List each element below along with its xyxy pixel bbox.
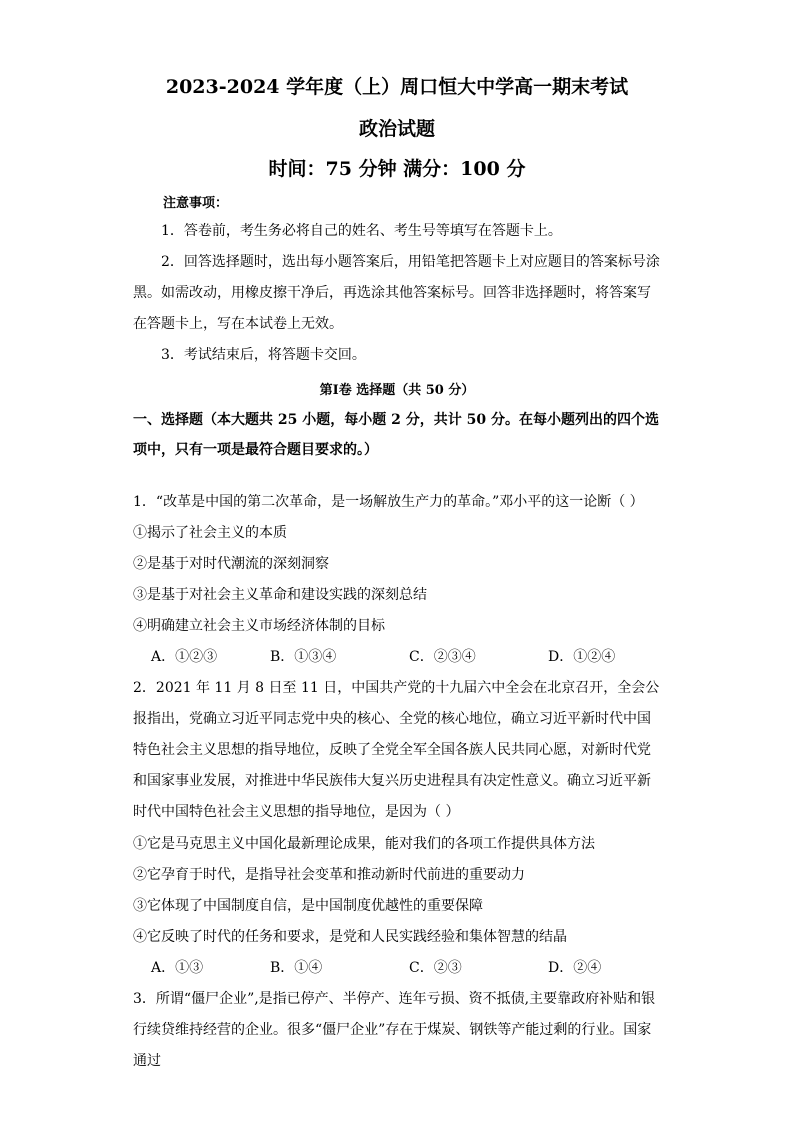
question-1-option-d: D．①②④	[548, 649, 616, 665]
question-1-option-c: C．②③④	[409, 649, 476, 665]
time-score-info: 时间：75 分钟 满分：100 分	[268, 158, 526, 180]
question-2-stem: 2．2021 年 11 月 8 日至 11 日，中国共产党的十九届六中全会在北京召开，全会公报指出，党确立习近平同志党中央的核心、全党的核心地位，确立习近平新时代中国特色社会主义思想的指导地位，反映了全党全军全国各族人民共同心愿，对新时代党和国家事业发展，对推进中华民族伟大复兴历史进程具有决定性意义。确立习近平新时代中国特色社会主义思想的指导地位，是因为（ ）	[133, 680, 660, 820]
question-2-option-d: D．②④	[548, 960, 602, 976]
subject-title: 政治试题	[358, 118, 435, 140]
question-1-statement-2: ②是基于对时代潮流的深刻洞察	[133, 556, 329, 572]
note-item-2: 2．回答选择题时，选出每小题答案后，用铅笔把答题卡上对应题目的答案标号涂黑。如需改动，用橡皮擦干净后，再选涂其他答案标号。回答非选择题时，将答案写在答题卡上，写在本试卷上无效。	[133, 254, 660, 332]
question-2-option-a: A．①③	[151, 960, 204, 976]
question-2-statement-1: ①它是马克思主义中国化最新理论成果，能对我们的各项工作提供具体方法	[133, 836, 595, 852]
question-1-statement-4: ④明确建立社会主义市场经济体制的目标	[133, 618, 385, 634]
question-2-statement-2: ②它孕育于时代，是指导社会变革和推动新时代前进的重要动力	[133, 867, 525, 883]
section-description: 一、选择题（本大题共 25 小题，每小题 2 分，共计 50 分。在每小题列出的四个选项中，只有一项是最符合题目要求的。）	[133, 412, 659, 458]
question-2-statement-3: ③它体现了中国制度自信，是中国制度优越性的重要保障	[133, 898, 483, 914]
section-title: 第Ⅰ卷 选择题（共 50 分）	[319, 383, 475, 398]
question-1-statement-1: ①揭示了社会主义的本质	[133, 525, 287, 541]
note-item-1: 1．答卷前，考生务必将自己的姓名、考生号等填写在答题卡上。	[161, 223, 562, 239]
question-1-stem: 1．“改革是中国的第二次革命，是一场解放生产力的革命。”邓小平的这一论断（ ）	[133, 494, 644, 510]
question-1-statement-3: ③是基于对社会主义革命和建设实践的深刻总结	[133, 587, 427, 603]
notes-heading: 注意事项：	[163, 196, 229, 211]
question-1-option-b: B．①③④	[270, 649, 337, 665]
question-3-stem: 3．所谓“僵尸企业”,是指已停产、半停产、连年亏损、资不抵债,主要靠政府补贴和银行续贷维持经营的企业。很多“僵尸企业”存在于煤炭、钢铁等产能过剩的行业。国家通过	[133, 991, 656, 1069]
question-2-statement-4: ④它反映了时代的任务和要求，是党和人民实践经验和集体智慧的结晶	[133, 929, 567, 945]
note-item-3: 3．考试结束后，将答题卡交回。	[161, 347, 366, 363]
question-2-option-b: B．①④	[270, 960, 323, 976]
exam-title: 2023-2024 学年度（上）周口恒大中学高一期末考试	[165, 76, 629, 98]
question-1-option-a: A．①②③	[151, 649, 218, 665]
question-2-option-c: C．②③	[409, 960, 462, 976]
